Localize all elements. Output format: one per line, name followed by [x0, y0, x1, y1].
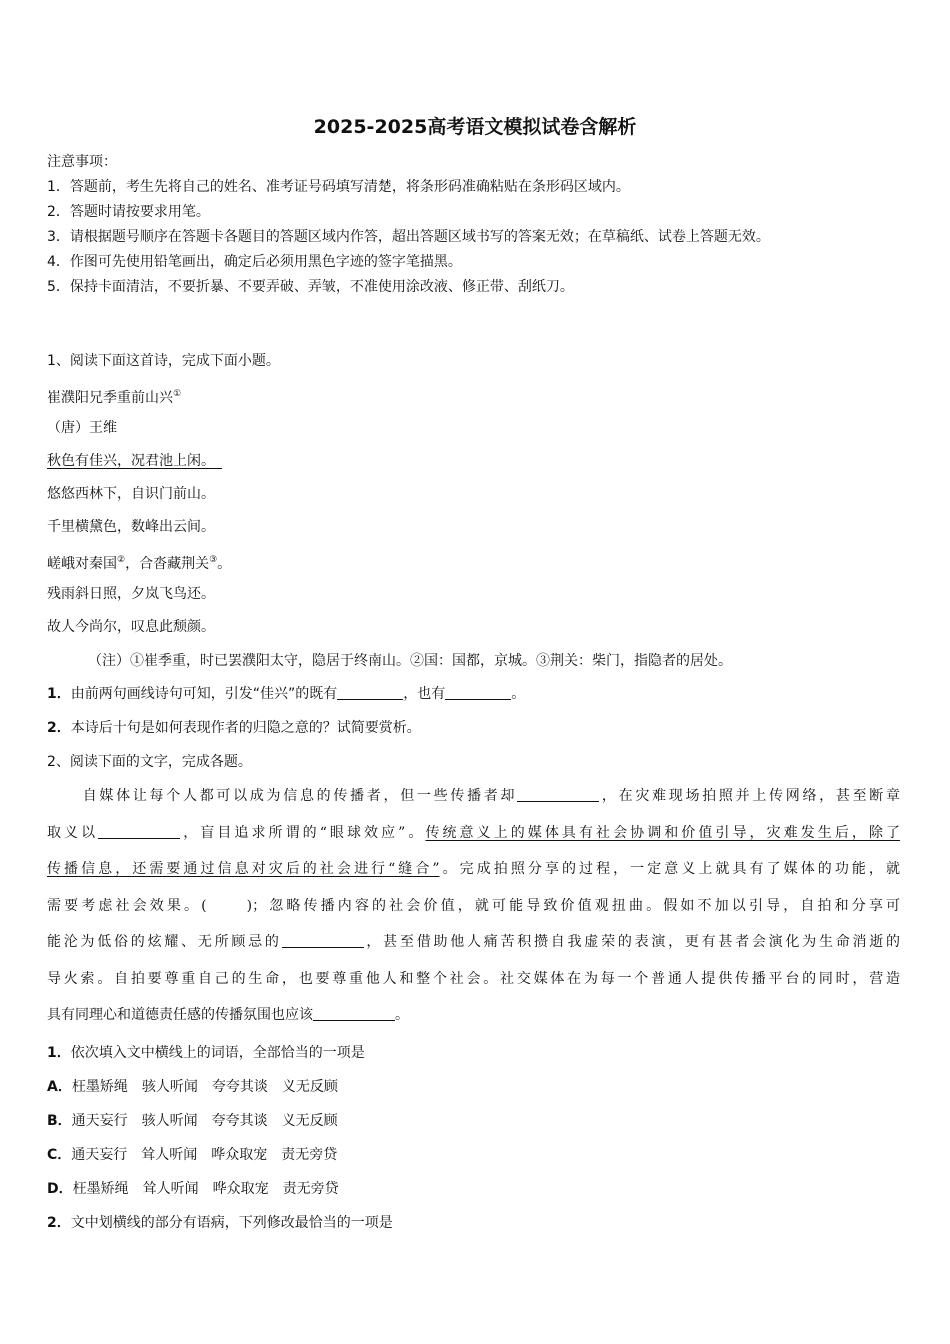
passage-text: 自媒体让每个人都可以成为信息的传播者，但一些传播者却 [80, 788, 518, 804]
notice-item-1: 1．答题前，考生先将自己的姓名、准考证号码填写清楚，将条形码准确粘贴在条形码区域内。 [47, 179, 630, 195]
passage-line-2 [47, 815, 900, 852]
answer-blank[interactable] [445, 685, 511, 700]
passage-line-5 [47, 924, 900, 961]
option-b[interactable] [47, 1111, 338, 1131]
option-text: 通天妄行 耸人听闻 哗众取宠 责无旁贷 [71, 1147, 338, 1163]
passage-text: ，甚至借助他人痛苦积攒自我虚荣的表演，更有甚者会演化为生命消逝的 [363, 934, 901, 950]
q2-sub2-text: 文中划横线的部分有语病，下列修改最恰当的一项是 [70, 1215, 393, 1231]
page-title: 2025-2025高考语文模拟试卷含解析 [313, 116, 637, 138]
poem-line-4-part-c: 。 [217, 556, 232, 572]
poem-line-1 [47, 451, 222, 471]
notice-item-4: 4．作图可先使用铅笔画出，确定后必须用黑色字迹的签字笔描黑。 [47, 254, 462, 270]
q2-sub2 [47, 1213, 393, 1233]
poem-title-text: 崔濮阳兄季重前山兴 [47, 390, 173, 406]
notice-item-5: 5．保持卡面清洁，不要折暴、不要弄破、弄皱，不准使用涂改液、修正带、刮纸刀。 [47, 279, 574, 295]
passage-text: 能沦为低俗的炫耀、无所顾忌的 [47, 934, 282, 950]
q1-sub1-text-b: ，也有 [403, 686, 446, 702]
q1-intro: 1、阅读下面这首诗，完成下面小题。 [47, 353, 280, 369]
poem-line-1-underlined: 秋色有佳兴，况君池上闲。 [47, 453, 208, 469]
option-d[interactable] [47, 1179, 339, 1199]
option-c[interactable] [47, 1145, 337, 1165]
passage-text: ，盲目追求所谓的“眼球效应”。 [180, 824, 426, 841]
poem-line-3: 千里横黛色，数峰出云间。 [47, 519, 215, 535]
option-label: C． [47, 1147, 72, 1163]
footnote-mark-3: ③ [209, 555, 218, 565]
poem-author: （唐）王维 [47, 420, 117, 436]
poem-line-4-part-b: ，合沓藏荆关 [125, 556, 210, 572]
q1-sub2-text: 本诗后十句是如何表现作者的归隐之意的？试简要赏析。 [70, 720, 421, 736]
answer-blank[interactable] [337, 685, 403, 700]
answer-blank[interactable] [98, 824, 180, 839]
option-label: A． [47, 1079, 72, 1095]
poem-title-footnote-mark: ① [173, 389, 182, 399]
passage-text: )；忽略传播内容的社会价值，就可能导致价值观扭曲。假如不加以引导，自拍和分享可 [246, 897, 900, 914]
option-text: 通天妄行 骇人听闻 夸夸其谈 义无反顾 [71, 1113, 338, 1129]
option-a[interactable] [47, 1077, 338, 1097]
passage-text: 。完成拍照分享的过程，一定意义上就具有了媒体的功能，就 [439, 861, 900, 877]
notice-item-3: 3．请根据题号顺序在答题卡各题目的答题区域内作答，超出答题区域书写的答案无效；在草稿纸、试卷上答题无效。 [47, 229, 770, 245]
notice-heading: 注意事项： [47, 154, 117, 170]
q1-sub1-text-c: 。 [511, 686, 526, 702]
passage-text: 取义以 [47, 824, 99, 841]
poem-line-4 [47, 550, 231, 574]
poem-line-4-part-a: 嵯峨对秦国 [47, 556, 117, 572]
q2-sub1 [47, 1043, 365, 1063]
option-label: B． [47, 1113, 72, 1129]
passage-line-1 [47, 778, 900, 815]
option-text: 枉墨矫绳 骇人听闻 夸夸其谈 义无反顾 [71, 1079, 338, 1095]
passage-text: ，在灾难现场拍照并上传网络，甚至断章 [599, 788, 901, 804]
q2-sub2-number: 2． [47, 1215, 71, 1231]
poem-line-2: 悠悠西林下，自识门前山。 [47, 486, 215, 502]
q2-intro: 2、阅读下面的文字，完成各题。 [47, 754, 252, 770]
poem-line-5: 残雨斜日照，夕岚飞鸟还。 [47, 586, 215, 602]
underlined-sentence: 传播信息，还需要通过信息对灾后的社会进行“缝合” [47, 861, 440, 877]
footnote-mark-2: ② [117, 555, 126, 565]
q2-passage [47, 778, 900, 1034]
passage-text: 需要考虑社会效果。( [47, 897, 207, 914]
passage-text: 具有同理心和道德责任感的传播氛围也应该 [47, 1007, 313, 1023]
option-label: D． [47, 1181, 73, 1197]
underlined-sentence: 传统意义上的媒体具有社会协调和价值引导，灾难发生后，除了 [425, 824, 901, 841]
passage-line-7 [47, 997, 900, 1034]
poem-note: （注）①崔季重，时已罢濮阳太守，隐居于终南山。②国：国都，京城。③荆关：柴门，指隐者的居处。 [88, 653, 732, 669]
answer-blank[interactable] [517, 787, 599, 802]
passage-text: 。 [395, 1007, 409, 1023]
q2-sub1-number: 1． [47, 1045, 71, 1061]
passage-line-3 [47, 851, 900, 888]
poem-title [47, 384, 181, 408]
passage-line-4 [47, 888, 900, 925]
answer-blank[interactable] [282, 933, 364, 948]
q2-sub1-text: 依次填入文中横线上的词语，全部恰当的一项是 [70, 1045, 365, 1061]
poem-line-6: 故人今尚尔，叹息此颓颜。 [47, 619, 215, 635]
q1-sub2-number: 2． [47, 720, 71, 736]
answer-blank[interactable] [313, 1006, 395, 1021]
q1-sub1-number: 1． [47, 686, 71, 702]
q1-sub2 [47, 718, 421, 738]
q1-sub1 [47, 684, 525, 704]
option-text: 枉墨矫绳 耸人听闻 哗众取宠 责无旁贷 [72, 1181, 339, 1197]
q1-sub1-text-a: 由前两句画线诗句可知，引发“佳兴”的既有 [70, 686, 338, 702]
passage-line-6: 导火索。自拍要尊重自己的生命，也要尊重他人和整个社会。社交媒体在为每一个普通人提供传播平台的同时，营造 [47, 970, 900, 987]
notice-item-2: 2．答题时请按要求用笔。 [47, 204, 210, 220]
